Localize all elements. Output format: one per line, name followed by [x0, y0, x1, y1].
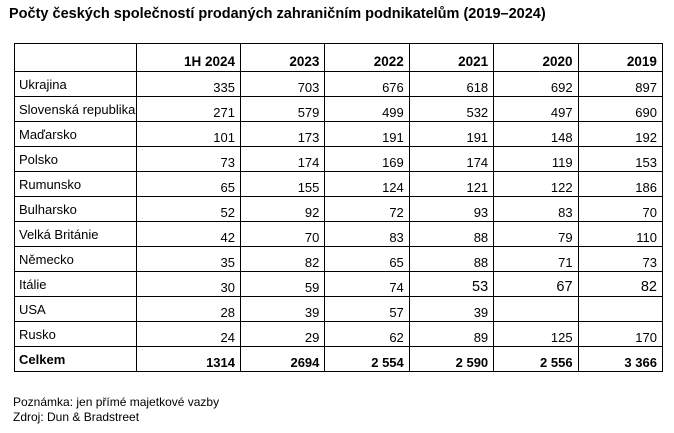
header-cell-1h2024: 1H 2024 — [137, 44, 241, 72]
table-cell: 52 — [137, 197, 241, 222]
table-row — [15, 272, 663, 297]
table-cell: 155 — [241, 172, 325, 197]
table-cell: 57 — [325, 297, 409, 322]
row-label: Maďarsko — [15, 122, 137, 147]
table-cell: 124 — [325, 172, 409, 197]
row-label: Bulharsko — [15, 197, 137, 222]
row-label: Polsko — [15, 147, 137, 172]
table-cell: 88 — [409, 247, 493, 272]
header-cell-2021: 2021 — [409, 44, 493, 72]
table-cell: 89 — [409, 322, 493, 347]
table-row — [15, 147, 663, 172]
table-cell: 703 — [241, 72, 325, 97]
total-cell: 3 366 — [578, 347, 662, 372]
table-cell: 497 — [494, 97, 578, 122]
header-row — [15, 44, 663, 72]
table-cell: 71 — [494, 247, 578, 272]
table-cell: 532 — [409, 97, 493, 122]
table-cell: 153 — [578, 147, 662, 172]
header-cell-empty — [15, 44, 137, 72]
table-cell: 170 — [578, 322, 662, 347]
table-cell: 72 — [325, 197, 409, 222]
table-cell: 271 — [137, 97, 241, 122]
table-cell: 174 — [409, 147, 493, 172]
table-cell: 579 — [241, 97, 325, 122]
table-cell: 62 — [325, 322, 409, 347]
table-row — [15, 122, 663, 147]
table-cell: 148 — [494, 122, 578, 147]
table-cell: 65 — [137, 172, 241, 197]
table-row — [15, 72, 663, 97]
table-cell: 191 — [325, 122, 409, 147]
row-label: Rumunsko — [15, 172, 137, 197]
total-label: Celkem — [15, 347, 137, 372]
total-cell: 2 554 — [325, 347, 409, 372]
table-cell: 676 — [325, 72, 409, 97]
table-cell: 119 — [494, 147, 578, 172]
table-cell: 335 — [137, 72, 241, 97]
table-cell — [494, 297, 578, 322]
row-label: Ukrajina — [15, 72, 137, 97]
row-label: Rusko — [15, 322, 137, 347]
table-cell: 65 — [325, 247, 409, 272]
page-title: Počty českých společností prodaných zahraničním podnikatelům (2019–2024) — [9, 6, 546, 22]
table-cell: 70 — [241, 222, 325, 247]
table-cell: 88 — [409, 222, 493, 247]
total-cell: 2 590 — [409, 347, 493, 372]
total-cell: 1314 — [137, 347, 241, 372]
row-label: Německo — [15, 247, 137, 272]
table-cell: 73 — [137, 147, 241, 172]
table-cell: 191 — [409, 122, 493, 147]
header-cell-2023: 2023 — [241, 44, 325, 72]
table-cell: 70 — [578, 197, 662, 222]
table-row — [15, 97, 663, 122]
table-cell: 53 — [409, 272, 493, 297]
table-cell: 82 — [578, 272, 662, 297]
table-cell: 24 — [137, 322, 241, 347]
table-cell: 73 — [578, 247, 662, 272]
source-note: Zdroj: Dun & Bradstreet — [13, 410, 140, 424]
table-cell: 122 — [494, 172, 578, 197]
table-cell: 110 — [578, 222, 662, 247]
table-row — [15, 247, 663, 272]
table-cell: 30 — [137, 272, 241, 297]
table-cell: 618 — [409, 72, 493, 97]
header-cell-2020: 2020 — [494, 44, 578, 72]
row-label: Itálie — [15, 272, 137, 297]
total-row — [15, 347, 663, 372]
table-cell: 174 — [241, 147, 325, 172]
table-cell: 692 — [494, 72, 578, 97]
table-row — [15, 172, 663, 197]
table-cell: 101 — [137, 122, 241, 147]
total-cell: 2 556 — [494, 347, 578, 372]
footnote: Poznámka: jen přímé majetkové vazby — [13, 395, 220, 409]
table-cell: 690 — [578, 97, 662, 122]
table-cell — [578, 297, 662, 322]
row-label: Slovenská republika — [15, 97, 137, 122]
table-row — [15, 222, 663, 247]
header-cell-2019: 2019 — [578, 44, 662, 72]
table-cell: 79 — [494, 222, 578, 247]
table-cell: 29 — [241, 322, 325, 347]
table-cell: 28 — [137, 297, 241, 322]
table-cell: 186 — [578, 172, 662, 197]
table-row — [15, 297, 663, 322]
table-cell: 897 — [578, 72, 662, 97]
table-cell: 192 — [578, 122, 662, 147]
total-cell: 2694 — [241, 347, 325, 372]
table-cell: 35 — [137, 247, 241, 272]
table-cell: 121 — [409, 172, 493, 197]
table-cell: 42 — [137, 222, 241, 247]
table-cell: 67 — [494, 272, 578, 297]
header-cell-2022: 2022 — [325, 44, 409, 72]
table-cell: 169 — [325, 147, 409, 172]
table-row — [15, 322, 663, 347]
row-label: USA — [15, 297, 137, 322]
row-label: Velká Británie — [15, 222, 137, 247]
data-table — [14, 43, 663, 372]
table-cell: 93 — [409, 197, 493, 222]
table-cell: 125 — [494, 322, 578, 347]
table-cell: 83 — [494, 197, 578, 222]
table-cell: 39 — [241, 297, 325, 322]
table-cell: 74 — [325, 272, 409, 297]
table-cell: 39 — [409, 297, 493, 322]
table-cell: 83 — [325, 222, 409, 247]
table-row — [15, 197, 663, 222]
table-cell: 173 — [241, 122, 325, 147]
table-cell: 92 — [241, 197, 325, 222]
table-cell: 59 — [241, 272, 325, 297]
table-cell: 499 — [325, 97, 409, 122]
table-cell: 82 — [241, 247, 325, 272]
